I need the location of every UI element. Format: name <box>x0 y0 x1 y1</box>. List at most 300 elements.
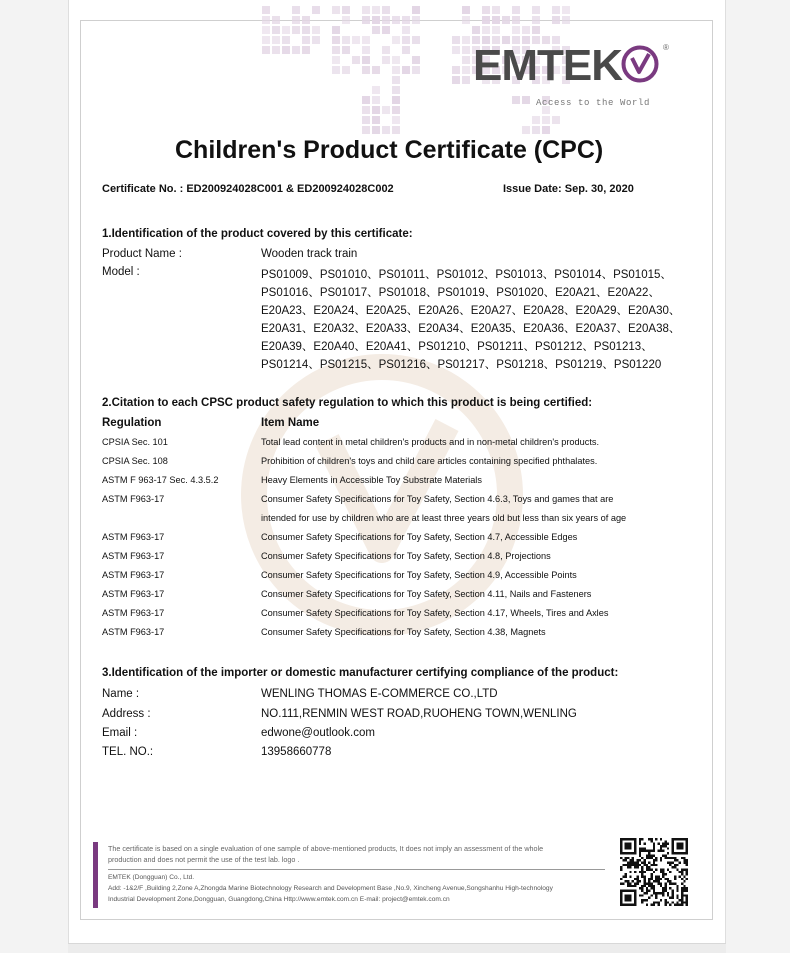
qr-module <box>639 859 641 861</box>
qr-module <box>620 868 622 870</box>
map-tile <box>452 46 460 54</box>
qr-module <box>683 880 685 882</box>
map-tile <box>342 16 350 24</box>
qr-module <box>625 876 627 878</box>
map-tile <box>272 36 280 44</box>
qr-module <box>674 883 676 885</box>
qr-module <box>653 880 655 882</box>
map-tile <box>282 36 290 44</box>
qr-module <box>669 880 671 882</box>
map-tile <box>382 26 390 34</box>
certificate-number: Certificate No. : ED200924028C001 & ED200924028C002 <box>102 183 394 195</box>
qr-module <box>665 890 667 892</box>
qr-module <box>643 885 645 887</box>
qr-module <box>660 857 662 859</box>
map-tile <box>562 16 570 24</box>
qr-module <box>681 890 683 892</box>
qr-module <box>625 873 627 875</box>
qr-module <box>650 838 652 840</box>
logo-tagline: Access to the World <box>536 98 651 108</box>
qr-module <box>648 854 650 856</box>
map-tile <box>362 116 370 124</box>
qr-module <box>641 861 643 863</box>
model-line: PS01009、PS01010、PS01011、PS01012、PS01013、PS01014、PS01015、 <box>261 269 672 281</box>
qr-module <box>672 866 674 868</box>
address-label: Address : <box>102 708 151 720</box>
qr-module <box>674 876 676 878</box>
qr-module <box>632 857 634 859</box>
map-tile <box>302 16 310 24</box>
qr-module <box>646 892 648 894</box>
qr-module <box>634 885 636 887</box>
emtek-check-icon <box>621 45 659 83</box>
qr-module <box>627 883 629 885</box>
map-tile <box>462 6 470 14</box>
qr-module <box>658 901 660 903</box>
qr-module <box>683 861 685 863</box>
qr-module <box>681 873 683 875</box>
qr-module <box>683 868 685 870</box>
qr-module <box>646 887 648 889</box>
importer-name-value: WENLING THOMAS E-COMMERCE CO.,LTD <box>261 688 498 700</box>
qr-module <box>658 880 660 882</box>
qr-module <box>662 868 664 870</box>
qr-module <box>648 866 650 868</box>
qr-module <box>660 892 662 894</box>
qr-module <box>665 885 667 887</box>
qr-module <box>665 854 667 856</box>
qr-module <box>648 852 650 854</box>
qr-module <box>650 894 652 896</box>
qr-module <box>669 897 671 899</box>
regulation-column-header: Regulation <box>102 417 162 429</box>
section1-heading: 1.Identification of the product covered by this certificate: <box>102 228 413 240</box>
qr-module <box>641 901 643 903</box>
qr-module <box>676 904 678 906</box>
map-tile <box>292 46 300 54</box>
qr-module <box>629 883 631 885</box>
qr-module <box>620 866 622 868</box>
qr-module <box>665 873 667 875</box>
qr-module <box>676 897 678 899</box>
qr-module <box>650 854 652 856</box>
model-line: E20A39、E20A40、E20A41、PS01210、PS01211、PS01212、PS01213、 <box>261 341 653 353</box>
footer-company: EMTEK (Dongguan) Co., Ltd. <box>108 874 195 881</box>
map-tile <box>302 26 310 34</box>
qr-module <box>686 878 688 880</box>
map-tile <box>512 96 520 104</box>
qr-module <box>641 847 643 849</box>
qr-module <box>648 878 650 880</box>
qr-module <box>660 845 662 847</box>
qr-module <box>686 871 688 873</box>
qr-module <box>650 887 652 889</box>
qr-module <box>636 859 638 861</box>
map-tile <box>392 106 400 114</box>
qr-module <box>676 887 678 889</box>
map-tile <box>362 126 370 134</box>
qr-module <box>669 864 671 866</box>
qr-module <box>665 843 667 845</box>
qr-module <box>634 864 636 866</box>
qr-module <box>660 878 662 880</box>
item-cell: Total lead content in metal children's products and in non-metal children's products. <box>261 437 600 447</box>
map-tile <box>512 16 520 24</box>
map-tile <box>382 106 390 114</box>
qr-module <box>634 861 636 863</box>
qr-module <box>632 864 634 866</box>
qr-module <box>662 887 664 889</box>
qr-module <box>643 871 645 873</box>
qr-module <box>660 838 662 840</box>
qr-module <box>648 897 650 899</box>
qr-module <box>641 871 643 873</box>
map-tile <box>402 26 410 34</box>
qr-module <box>662 843 664 845</box>
qr-module <box>676 901 678 903</box>
qr-module <box>646 854 648 856</box>
qr-module <box>658 876 660 878</box>
qr-module <box>639 887 641 889</box>
qr-module <box>676 894 678 896</box>
qr-module <box>655 901 657 903</box>
qr-module <box>683 876 685 878</box>
qr-module <box>643 847 645 849</box>
qr-module <box>665 904 667 906</box>
qr-module <box>648 883 650 885</box>
map-tile <box>362 56 370 64</box>
map-tile <box>372 6 380 14</box>
qr-module <box>625 857 627 859</box>
qr-module <box>650 878 652 880</box>
item-cell: Consumer Safety Specifications for Toy Safety, Section 4.11, Nails and Fasteners <box>261 589 592 599</box>
qr-module <box>681 883 683 885</box>
qr-module <box>674 864 676 866</box>
qr-module <box>650 868 652 870</box>
map-tile <box>262 36 270 44</box>
map-tile <box>372 66 380 74</box>
qr-module <box>639 840 641 842</box>
qr-module <box>655 894 657 896</box>
qr-module <box>655 880 657 882</box>
qr-module <box>672 892 674 894</box>
qr-module <box>643 859 645 861</box>
map-tile <box>382 56 390 64</box>
map-tile <box>462 76 470 84</box>
map-tile <box>342 46 350 54</box>
tel-value: 13958660778 <box>261 746 332 758</box>
map-tile <box>412 66 420 74</box>
qr-module <box>622 859 624 861</box>
qr-module <box>660 868 662 870</box>
qr-module <box>681 868 683 870</box>
qr-module <box>681 878 683 880</box>
item-cell: Consumer Safety Specifications for Toy Safety, Section 4.7, Accessible Edges <box>261 532 578 542</box>
qr-module <box>662 854 664 856</box>
qr-module <box>655 897 657 899</box>
qr-module <box>667 852 669 854</box>
qr-module <box>667 847 669 849</box>
qr-module <box>653 847 655 849</box>
qr-module <box>653 850 655 852</box>
qr-module <box>639 894 641 896</box>
model-line: PS01016、PS01017、PS01018、PS01019、PS01020、E20A21、E20A22、 <box>261 287 660 299</box>
qr-module <box>660 871 662 873</box>
qr-module <box>655 868 657 870</box>
map-tile <box>332 26 340 34</box>
item-name-column-header: Item Name <box>261 417 320 429</box>
map-tile <box>272 16 280 24</box>
map-tile <box>402 16 410 24</box>
qr-module <box>686 890 688 892</box>
qr-module <box>676 885 678 887</box>
qr-module <box>679 861 681 863</box>
map-tile <box>412 6 420 14</box>
map-tile <box>402 66 410 74</box>
qr-module <box>667 901 669 903</box>
qr-module <box>627 880 629 882</box>
qr-module <box>641 894 643 896</box>
qr-module <box>665 899 667 901</box>
qr-module <box>636 861 638 863</box>
qr-module <box>643 876 645 878</box>
qr-module <box>646 850 648 852</box>
map-tile <box>382 16 390 24</box>
map-tile <box>312 6 320 14</box>
map-tile <box>352 56 360 64</box>
qr-module <box>658 843 660 845</box>
qr-module <box>665 857 667 859</box>
footer-disclaimer: The certificate is based on a single evaluation of one sample of above-mentioned products, It does not imply an assessment of the whole <box>108 844 544 853</box>
map-tile <box>532 16 540 24</box>
qr-module <box>648 850 650 852</box>
qr-module <box>658 850 660 852</box>
qr-module <box>646 857 648 859</box>
qr-module <box>674 859 676 861</box>
qr-module <box>683 857 685 859</box>
qr-module <box>646 899 648 901</box>
qr-module <box>686 904 688 906</box>
qr-module <box>681 904 683 906</box>
issue-date: Issue Date: Sep. 30, 2020 <box>503 183 634 195</box>
qr-module <box>646 866 648 868</box>
map-tile <box>372 126 380 134</box>
map-tile <box>372 96 380 104</box>
regulation-cell: CPSIA Sec. 108 <box>102 456 168 466</box>
page-title: Children's Product Certificate (CPC) <box>175 136 604 164</box>
qr-module <box>622 876 624 878</box>
model-label: Model : <box>102 266 140 278</box>
qr-module <box>669 904 671 906</box>
qr-module <box>627 857 629 859</box>
qr-module <box>676 868 678 870</box>
qr-module <box>639 847 641 849</box>
qr-module <box>636 880 638 882</box>
qr-module <box>679 871 681 873</box>
qr-module <box>653 890 655 892</box>
model-line: E20A23、E20A24、E20A25、E20A26、E20A27、E20A28、E20A29、E20A30、 <box>261 305 681 317</box>
qr-module <box>655 878 657 880</box>
qr-module <box>629 864 631 866</box>
map-tile <box>332 36 340 44</box>
regulation-cell: ASTM F963-17 <box>102 494 165 504</box>
qr-module <box>667 880 669 882</box>
qr-module <box>669 883 671 885</box>
map-tile <box>372 116 380 124</box>
map-tile <box>532 116 540 124</box>
qr-module <box>650 876 652 878</box>
qr-module <box>653 901 655 903</box>
qr-module <box>646 864 648 866</box>
qr-module <box>660 885 662 887</box>
map-tile <box>312 36 320 44</box>
map-tile <box>492 26 500 34</box>
qr-module <box>672 894 674 896</box>
qr-module <box>653 892 655 894</box>
qr-module <box>672 883 674 885</box>
map-tile <box>372 16 380 24</box>
map-tile <box>262 46 270 54</box>
qr-module <box>667 857 669 859</box>
map-tile <box>282 46 290 54</box>
regulation-cell: ASTM F963-17 <box>102 608 165 618</box>
qr-module <box>636 864 638 866</box>
qr-module <box>636 878 638 880</box>
map-tile <box>492 16 500 24</box>
qr-module <box>660 883 662 885</box>
qr-module <box>683 894 685 896</box>
qr-code-icon <box>620 838 688 906</box>
map-tile <box>462 16 470 24</box>
map-tile <box>302 46 310 54</box>
qr-module <box>629 861 631 863</box>
map-tile <box>512 6 520 14</box>
qr-module <box>672 890 674 892</box>
qr-module <box>672 857 674 859</box>
qr-module <box>641 885 643 887</box>
qr-module <box>669 861 671 863</box>
map-tile <box>532 126 540 134</box>
qr-module <box>641 866 643 868</box>
item-cell: intended for use by children who are at least three years old but less than six years of age <box>261 513 627 523</box>
qr-module <box>620 878 622 880</box>
qr-module <box>669 871 671 873</box>
email-value: edwone@outlook.com <box>261 727 375 739</box>
map-tile <box>452 66 460 74</box>
map-tile <box>292 26 300 34</box>
qr-module <box>632 861 634 863</box>
qr-module <box>653 871 655 873</box>
qr-module <box>655 859 657 861</box>
map-tile <box>272 26 280 34</box>
qr-module <box>648 861 650 863</box>
qr-module <box>672 897 674 899</box>
map-tile <box>372 26 380 34</box>
qr-module <box>655 892 657 894</box>
map-tile <box>262 16 270 24</box>
item-cell: Consumer Safety Specifications for Toy Safety, Section 4.17, Wheels, Tires and Axles <box>261 608 609 618</box>
qr-module <box>662 871 664 873</box>
footer-address: Industrial Development Zone,Dongguan, Guangdong,China Http://www.emtek.com.cn E-mail: project@emtek.com.cn <box>108 896 450 903</box>
qr-module <box>634 883 636 885</box>
qr-module <box>632 885 634 887</box>
qr-module <box>655 876 657 878</box>
qr-module <box>681 899 683 901</box>
qr-module <box>641 838 643 840</box>
map-tile <box>382 6 390 14</box>
qr-finder <box>676 843 683 850</box>
qr-module <box>641 868 643 870</box>
qr-module <box>686 887 688 889</box>
qr-module <box>627 866 629 868</box>
map-tile <box>292 16 300 24</box>
qr-module <box>650 840 652 842</box>
qr-module <box>629 885 631 887</box>
qr-module <box>646 868 648 870</box>
map-tile <box>312 26 320 34</box>
qr-module <box>686 868 688 870</box>
qr-module <box>643 861 645 863</box>
footer-accent-bar <box>93 842 98 908</box>
map-tile <box>522 96 530 104</box>
qr-module <box>636 883 638 885</box>
qr-module <box>662 876 664 878</box>
qr-module <box>650 864 652 866</box>
qr-module <box>646 904 648 906</box>
tel-label: TEL. NO.: <box>102 746 154 758</box>
qr-module <box>658 892 660 894</box>
qr-module <box>653 887 655 889</box>
qr-module <box>648 868 650 870</box>
qr-module <box>662 850 664 852</box>
map-tile <box>362 36 370 44</box>
qr-module <box>643 843 645 845</box>
qr-module <box>636 876 638 878</box>
map-tile <box>282 26 290 34</box>
qr-module <box>672 861 674 863</box>
registered-mark: ® <box>663 43 669 52</box>
qr-module <box>665 878 667 880</box>
qr-module <box>627 885 629 887</box>
qr-module <box>643 880 645 882</box>
qr-module <box>667 868 669 870</box>
map-tile <box>392 86 400 94</box>
qr-module <box>660 859 662 861</box>
qr-module <box>643 892 645 894</box>
qr-module <box>683 901 685 903</box>
qr-module <box>641 857 643 859</box>
qr-module <box>662 845 664 847</box>
qr-module <box>639 838 641 840</box>
qr-module <box>653 861 655 863</box>
map-tile <box>342 66 350 74</box>
regulation-cell: ASTM F 963-17 Sec. 4.3.5.2 <box>102 475 219 485</box>
qr-module <box>650 904 652 906</box>
qr-module <box>632 880 634 882</box>
map-tile <box>462 56 470 64</box>
qr-module <box>681 887 683 889</box>
map-tile <box>402 36 410 44</box>
regulation-cell: CPSIA Sec. 101 <box>102 437 168 447</box>
map-tile <box>482 16 490 24</box>
qr-module <box>674 866 676 868</box>
qr-module <box>653 859 655 861</box>
map-tile <box>552 116 560 124</box>
map-tile <box>512 26 520 34</box>
qr-module <box>650 873 652 875</box>
map-tile <box>482 6 490 14</box>
qr-module <box>660 850 662 852</box>
